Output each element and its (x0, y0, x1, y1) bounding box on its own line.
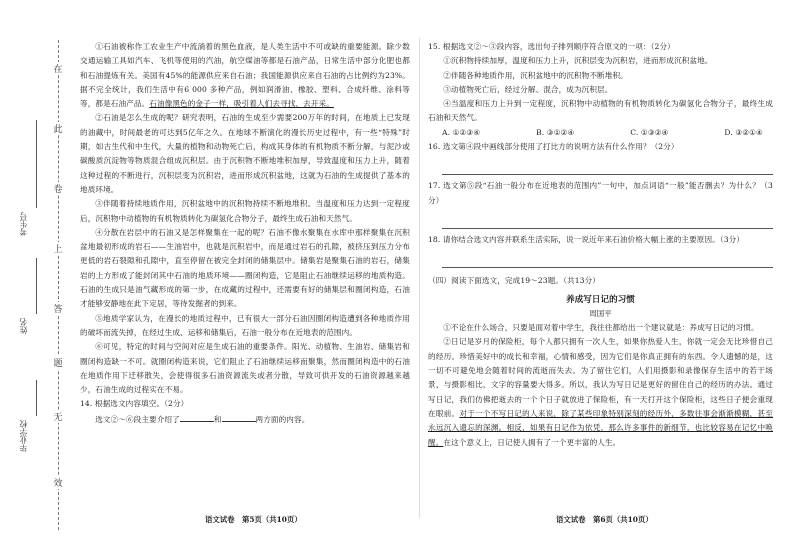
answer-line-18[interactable] (442, 251, 773, 268)
question-16: 16. 选文第④段中画线部分使用了打比方的说明方法有什么作用？（2分） (428, 142, 679, 152)
option-b[interactable]: B. ③①②④ (536, 127, 575, 137)
seal-char: 无 (50, 410, 66, 423)
passage-paragraph-4: ④分散在岩层中的石油又是怎样聚集在一起的呢？石油不像水聚集在水库中那样聚集在沉积盆地最初形成的岩石——生油岩中，也就是沉积岩中，而是通过岩石的孔隙，被挤压到压力分布更低的岩石裂隙和孔隙中，直至停留在被完全封闭的储集层中。储集岩是聚集石油的岩石，储集岩的上方形成了能封闭其中石油的地质环境——圈闭构造，它是阻止石油继续运移的地质构造。石油的生成只是油气藏形成的第一步，在成藏的过程中，还需要有好的储集层和圈闭构造，石油才能够安静地在此下定居，等待发掘者的到来。 (80, 227, 410, 309)
passage-paragraph-1: ①石油被称作工农业生产中流淌着的黑色血液，是人类生活中不可或缺的重要能源。除少数交通运输工具如汽车、飞机等使用的汽油，航空煤油等都是石油产品，日常生活中部分化肥也都和石油提炼有关。美国有45%的能源供应来自石油；我国能源供应来自石油的占比例约为23%。据不完全统计，我们生活中有6 000 多种产品，例如润滑油、橡胶、塑料、合成纤维、涂料等等，都是石油产品。石油像黑色的金子一样，吸引着人们去寻找、去开采。 (80, 42, 410, 109)
seal-char: 答 (50, 302, 66, 315)
answer-line-16[interactable] (442, 158, 773, 175)
answer-blank[interactable] (222, 412, 256, 422)
underlined-sentence: 对于一个不写日记的人来说，除了某些印象特别深刻的经历外，多数往事会渐渐模糊，甚至永远沉入遗忘的深渊。 (428, 408, 774, 433)
essay-author: 周国平 (589, 308, 612, 318)
option-d[interactable]: D. ③②①④ (724, 127, 763, 137)
seal-char: 此 (50, 122, 66, 135)
question-15: 15. 根据选文②～③段内容，选出句子排列顺序符合原文的一项：（2分） (428, 42, 675, 51)
name-field-label: 姓名 (19, 318, 28, 334)
essay-title: 养成写日记的习惯 (566, 294, 635, 305)
right-page-footer: 语文试卷 第6页（共10页） (556, 515, 653, 524)
school-field-line[interactable] (36, 380, 37, 416)
dotted-word: 一般 (256, 327, 273, 337)
page-divider (419, 38, 420, 518)
passage-paragraph-6: ⑥可见，特定的时间与空间对应是生成石油的重要条件。阳光、动植物、生油岩、储集岩和圈闭构造缺一不可。就圈闭构造来说，它们阻止了石油继续运移而聚集，然而圈闭构造中的石油在地质作用下迁移散失，会使得很多石油资源流失或者分散，导致可供开发的石油资源越来越少，石油生成的过程实在不易。 (80, 342, 410, 395)
q15-item: ②伴随各种地质作用，沉积盆地中的沉积物不断堆积。 (443, 70, 628, 80)
seal-dashed-line (58, 40, 59, 530)
seal-char: 效 (50, 476, 66, 489)
passage-paragraph-3: ③伴随着持续地质作用，沉积盆地中的沉积物持续不断地堆积。当温度和压力达到一定程度后，沉积物中动植物的有机物质转化为碳氢化合物分子，最终生成石油和天然气。 (80, 199, 410, 223)
passage-paragraph-2: ②石油是怎么生成的呢？研究表明，石油的生成至少需要200万年的时间，在地质上已发现的油藏中，时间最老的可达到5亿年之久。在地球不断演化的漫长历史过程中，有一些“特殊”时期，如古生代和中生代，大量的植物和动物死亡后，构成其身体的有机物质不断分解，与泥沙或碳酸质沉淀物等物质混合组成沉积层。由于沉积物不断地堆积加厚，导致温度和压力上升，随着这种过程的不断进行，沉积层变为沉积岩，进而形成沉积盆地，这就为石油的生成提供了基本的地质环境。 (80, 113, 410, 194)
option-c[interactable]: C. ①③②④ (630, 127, 669, 137)
essay-paragraph-1: ①不论在什么场合，只要是面对着中学生，我往往都给出一个建议就是：养成写日记的习惯。 (443, 323, 759, 333)
exam-id-field-line[interactable] (36, 120, 37, 208)
seal-char: 卷 (50, 182, 66, 195)
seal-char: 上 (50, 242, 66, 255)
seal-char: 题 (50, 356, 66, 369)
binding-margin (0, 0, 72, 560)
essay-paragraph-2: ②日记是岁月的保险柜，每个人都只拥有一次人生，如果你热爱人生，你就一定会无比珍惜自己的经历。珍惜美好中的成长和幸福，心情和感受，因为它们是你真正拥有的东西。令人遗憾的是，这一切不可避免地会随着时间的流逝而失去。为了留住它们，人们用摄影和录像保存生活中的若干场景，与摄影相比，文字的容量要大得多。所以，我认为写日记是更好的留住自己的经历的办法。通过写日记，我们仿佛把逝去的一个个日子就放进了保险柜，有一天打开这个保险柜，这些日子便会重现在眼前。对于一个不写日记的人来说，除了某些印象特别深刻的经历外，多数往事会渐渐模糊，甚至永远沉入遗忘的深渊。相反，如果有日记作为依凭，那么许多事件的新细节，也比较容易在记忆中唤醒。在这个意义上，日记使人拥有了一个更丰富的人生。 (428, 337, 774, 447)
option-a[interactable]: A. ①②③④ (442, 127, 481, 137)
name-field-line[interactable] (36, 258, 37, 314)
question-14-blank: 选文②～⑥段主要介绍了 和 两方面的内容。 (80, 412, 410, 427)
left-page-footer: 语文试卷 第5页（共10页） (205, 515, 302, 524)
exam-id-field-label: 考生号 (19, 212, 28, 236)
question-18: 18. 请你结合选文内容并联系生活实际，说一说近年来石油价格大幅上涨的主要原因。（3分） (428, 234, 745, 244)
answer-blank[interactable] (180, 412, 214, 422)
underlined-sentence: 石油像黑色的金子一样，吸引着人们去寻找、去开采。 (149, 99, 334, 109)
school-field-label: 毕业学校 (19, 420, 28, 452)
right-page (428, 40, 773, 450)
q15-item: ①沉积物持续加厚，温度和压力上升，沉积层变为沉积岩，进而形成沉积盆地。 (443, 56, 713, 66)
passage-paragraph-5: ⑤地质学家认为，在漫长的地质过程中，已有很大一部分石油因圈闭构造遭到各种地质作用的破坏而流失掉，在经过生成、运移和储集后，石油一般分布在近地表的范围内。 (80, 313, 410, 337)
q15-options (428, 126, 773, 140)
left-page (80, 40, 410, 427)
answer-line-17[interactable] (442, 212, 773, 229)
q15-item: ④当温度和压力上升到一定程度，沉积物中动植物的有机物质转化为碳氢化合物分子，最终生成石油和天然气。 (428, 99, 773, 123)
question-14: 14. 根据选文内容填空。（2分） (80, 399, 189, 409)
seal-char: 在 (50, 62, 66, 75)
underlined-sentence: 相反，如果有日记作为依凭，那么许多事件的新细节，也比较容易在记忆中唤醒。 (428, 423, 774, 447)
question-17: 17. 选文第⑤段“石油一般分布在近地表的范围内”一句中，加点词语“一般”能否删去？为什么？（3分） (428, 181, 773, 205)
section-heading: （四）阅读下面选文，完成19～23题。（共13分） (428, 276, 600, 286)
q15-item: ③动植物死亡后，经过分解、混合，成为沉积层。 (443, 84, 613, 94)
